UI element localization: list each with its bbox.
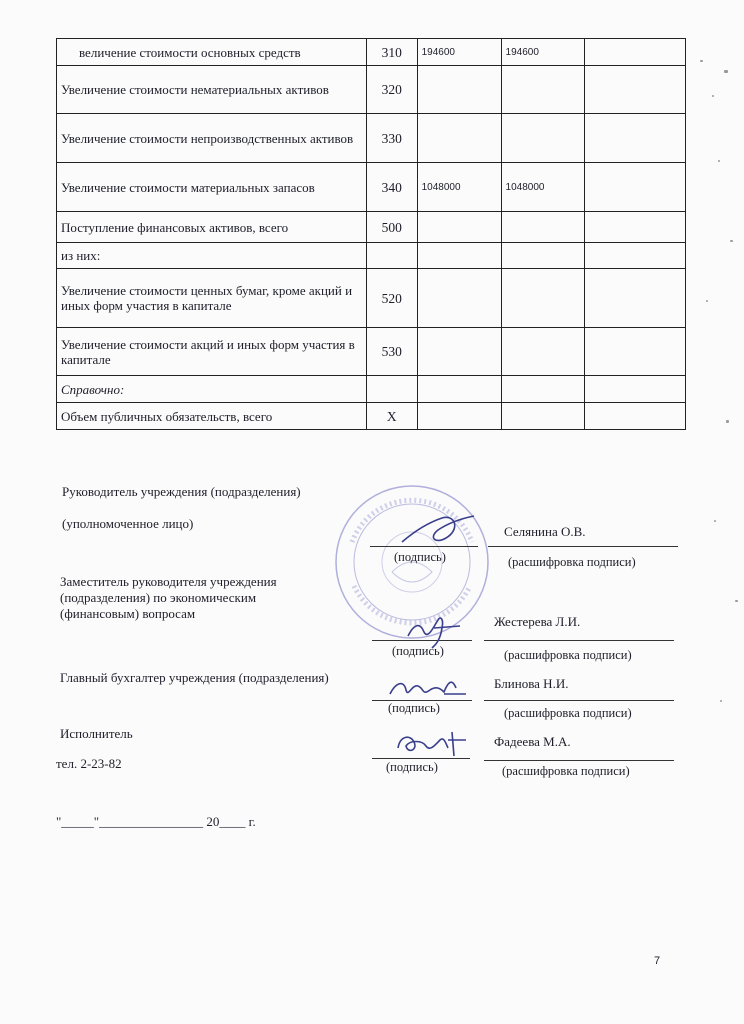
scan-speck <box>714 520 716 522</box>
table-row <box>57 243 686 269</box>
row-value-1 <box>417 376 501 403</box>
head-label-1: Руководитель учреждения (подразделения) <box>62 484 301 499</box>
decode-caption: (расшифровка подписи) <box>508 555 636 569</box>
row-value-1 <box>417 243 501 269</box>
row-value-3 <box>585 39 686 66</box>
row-value-3 <box>585 269 686 328</box>
scan-speck <box>720 700 722 702</box>
row-value-2 <box>501 376 585 403</box>
signature-caption: (подпись) <box>386 760 438 774</box>
decode-line <box>484 700 674 701</box>
scan-speck <box>706 300 708 302</box>
handwritten-signature-head <box>398 508 478 552</box>
table-row <box>57 66 686 114</box>
signature-caption: (подпись) <box>394 550 446 564</box>
table-row <box>57 212 686 243</box>
row-name: Увеличение стоимости непроизводственных активов <box>57 114 367 163</box>
row-name: Увеличение стоимости нематериальных активов <box>57 66 367 114</box>
table-row <box>57 328 686 376</box>
scan-speck <box>726 420 729 423</box>
deputy-label-3: (финансовым) вопросам <box>60 606 196 621</box>
signature-caption: (подпись) <box>388 701 440 715</box>
row-name: Увеличение стоимости материальных запасов <box>57 163 367 212</box>
row-value-1 <box>417 114 501 163</box>
row-value-2 <box>501 403 585 430</box>
chief-name: Блинова Н.И. <box>494 676 569 691</box>
row-code: X <box>366 403 417 430</box>
row-value-1 <box>417 403 501 430</box>
row-name: Объем публичных обязательств, всего <box>57 403 367 430</box>
decode-line <box>488 546 678 547</box>
page-number: 7 <box>654 955 661 967</box>
row-code: 520 <box>366 269 417 328</box>
row-code <box>366 243 417 269</box>
head-label-2: (уполномоченное лицо) <box>62 516 194 531</box>
row-value-2 <box>501 212 585 243</box>
scan-speck <box>730 240 733 242</box>
scan-speck <box>712 95 714 97</box>
row-value-2 <box>501 114 585 163</box>
table-row <box>57 403 686 430</box>
scan-speck <box>724 70 728 73</box>
row-value-3 <box>585 243 686 269</box>
row-value-3 <box>585 376 686 403</box>
row-name: Увеличение стоимости акций и иных форм участия в капитале <box>57 328 367 376</box>
row-code: 530 <box>366 328 417 376</box>
deputy-name: Жестерева Л.И. <box>494 614 581 629</box>
table-row <box>57 163 686 212</box>
row-value-2 <box>501 328 585 376</box>
row-value-2 <box>501 66 585 114</box>
table-row <box>57 39 686 66</box>
scan-speck <box>700 60 703 62</box>
row-code: 310 <box>366 39 417 66</box>
table-row <box>57 376 686 403</box>
table-row <box>57 114 686 163</box>
table-row <box>57 269 686 328</box>
head-name: Селянина О.В. <box>504 524 586 539</box>
handwritten-signature-exec <box>392 726 468 760</box>
row-code <box>366 376 417 403</box>
handwritten-signature-chief <box>386 670 468 704</box>
row-name: величение стоимости основных средств <box>57 39 367 66</box>
decode-line <box>484 760 674 761</box>
row-value-1 <box>417 212 501 243</box>
date-line: "_____"________________ 20____ г. <box>56 814 256 829</box>
exec-label: Исполнитель <box>60 726 133 741</box>
row-value-3 <box>585 328 686 376</box>
row-value-2: 194600 <box>501 39 585 66</box>
row-value-3 <box>585 403 686 430</box>
deputy-label-1: Заместитель руководителя учреждения <box>60 574 277 589</box>
exec-name: Фадеева М.А. <box>494 734 571 749</box>
signature-caption: (подпись) <box>392 644 444 658</box>
deputy-label-2: (подразделения) по экономическим <box>60 590 257 605</box>
exec-phone: тел. 2-23-82 <box>56 756 122 771</box>
row-value-1 <box>417 328 501 376</box>
scan-speck <box>735 600 738 602</box>
financial-table <box>56 38 686 430</box>
row-value-1: 1048000 <box>417 163 501 212</box>
row-code: 500 <box>366 212 417 243</box>
decode-caption: (расшифровка подписи) <box>502 764 630 778</box>
row-value-3 <box>585 163 686 212</box>
row-name: Поступление финансовых активов, всего <box>57 212 367 243</box>
row-name: Увеличение стоимости ценных бумаг, кроме акций и иных форм участия в капитале <box>57 269 367 328</box>
row-value-3 <box>585 114 686 163</box>
scan-speck <box>718 160 720 162</box>
row-code: 320 <box>366 66 417 114</box>
decode-caption: (расшифровка подписи) <box>504 648 632 662</box>
row-value-2 <box>501 243 585 269</box>
row-value-1 <box>417 269 501 328</box>
chief-label: Главный бухгалтер учреждения (подразделения) <box>60 670 329 685</box>
row-value-3 <box>585 212 686 243</box>
row-value-3 <box>585 66 686 114</box>
row-value-1: 194600 <box>417 39 501 66</box>
row-code: 340 <box>366 163 417 212</box>
row-value-2 <box>501 269 585 328</box>
row-value-1 <box>417 66 501 114</box>
decode-line <box>484 640 674 641</box>
row-value-2: 1048000 <box>501 163 585 212</box>
row-name: из них: <box>57 243 367 269</box>
row-code: 330 <box>366 114 417 163</box>
decode-caption: (расшифровка подписи) <box>504 706 632 720</box>
row-name: Справочно: <box>57 376 367 403</box>
handwritten-signature-deputy <box>404 606 464 650</box>
